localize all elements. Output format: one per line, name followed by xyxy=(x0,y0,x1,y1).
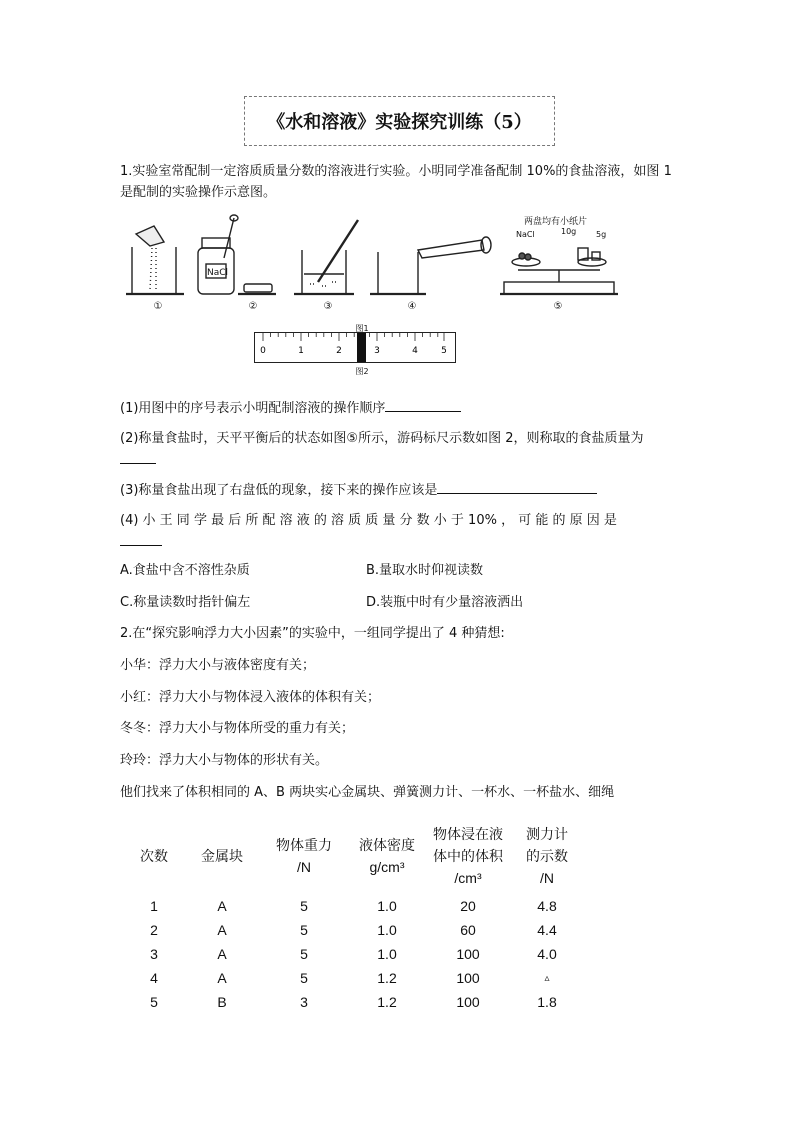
table-cell: 1 xyxy=(150,898,158,914)
table-cell: A xyxy=(217,898,227,914)
table-cell: 20 xyxy=(460,898,476,914)
table-cell: 4.8 xyxy=(537,898,557,914)
figure-1-apparatus xyxy=(126,212,626,304)
table-cell: 3 xyxy=(150,946,158,962)
weight-10g-label: 10g xyxy=(561,227,577,236)
table-cell: 5 xyxy=(300,946,308,962)
table-header-row xyxy=(120,818,580,894)
answer-blank-2[interactable] xyxy=(120,449,156,464)
hypothesis-4: 玲玲：浮力大小与物体的形状有关。 xyxy=(120,753,329,768)
fig-label-4: ④ xyxy=(407,301,417,312)
figure-2-ruler xyxy=(254,332,456,364)
q1-sub2-text: (2)称量食盐时，天平平衡后的状态如图⑤所示，游码标尺示数如图 2，则称取的食盐质量为 xyxy=(120,431,644,446)
q1-sub3 xyxy=(120,479,597,498)
ruler-tick-4: 4 xyxy=(412,346,418,356)
step-3-dissolve xyxy=(294,220,358,294)
table-cell: 1.2 xyxy=(377,970,397,986)
header-reading: 测力计 的示数 /N xyxy=(526,826,568,886)
header-trial: 次数 xyxy=(140,848,168,864)
materials-line: 他们找来了体积相同的 A、B 两块实心金属块、弹簧测力计、一杯水、一杯盐水、细绳 xyxy=(120,785,615,800)
q1-sub1-text: (1)用图中的序号表示小明配制溶液的操作顺序 xyxy=(120,401,386,416)
table-cell-blank-marker[interactable]: ▵ xyxy=(544,972,550,984)
table-cell: 4 xyxy=(150,970,158,986)
ruler-tick-1: 1 xyxy=(298,346,304,356)
header-density: 液体密度 g/cm³ xyxy=(359,837,415,875)
option-d[interactable]: D.装瓶中时有少量溶液洒出 xyxy=(366,595,524,610)
fig-label-1: ① xyxy=(153,301,163,312)
weight-5g-label: 5g xyxy=(596,230,607,239)
table-cell: 60 xyxy=(460,922,476,938)
buoyancy-data-table xyxy=(120,818,580,1014)
table-cell: A xyxy=(217,946,227,962)
table-cell: A xyxy=(217,970,227,986)
table-row xyxy=(120,966,580,990)
figure-1-caption: 图1 xyxy=(355,324,369,333)
q2-intro: 2.在“探究影响浮力大小因素”的实验中，一组同学提出了 4 种猜想: xyxy=(120,626,505,641)
nacl-jar-label: NaCl xyxy=(207,268,229,278)
fig-label-2: ② xyxy=(248,301,258,312)
q1-sub4 xyxy=(120,510,676,553)
ruler-tick-2: 2 xyxy=(336,346,342,356)
table-cell: 1.0 xyxy=(377,922,397,938)
q1-sub2 xyxy=(120,428,676,471)
table-cell: 100 xyxy=(456,946,480,962)
hypothesis-2: 小红：浮力大小与物体浸入液体的体积有关； xyxy=(120,690,381,705)
ruler-tick-3: 3 xyxy=(374,346,380,356)
header-block: 金属块 xyxy=(201,848,243,864)
table-cell: 1.8 xyxy=(537,994,557,1010)
ruler-slider xyxy=(357,333,366,362)
ruler-tick-5: 5 xyxy=(441,346,447,356)
table-cell: 5 xyxy=(300,898,308,914)
q1-intro: 1.实验室常配制一定溶质质量分数的溶液进行实验。小明同学准备配制 10%的食盐溶液，如图 1 是配制的实验操作示意图。 xyxy=(120,164,672,200)
header-volume: 物体浸在液 体中的体积 /cm³ xyxy=(433,826,503,886)
table-row xyxy=(120,990,580,1014)
option-c[interactable]: C.称量读数时指针偏左 xyxy=(120,595,251,610)
table-cell: 100 xyxy=(456,970,480,986)
table-cell: 2 xyxy=(150,922,158,938)
page-title: 《水和溶液》实验探究训练（5） xyxy=(244,96,555,146)
q1-sub3-text: (3)称量食盐出现了右盘低的现象，接下来的操作应该是 xyxy=(120,483,438,498)
table-row xyxy=(120,942,580,966)
answer-blank-4[interactable] xyxy=(120,531,162,546)
table-cell: B xyxy=(217,994,227,1010)
table-row xyxy=(120,918,580,942)
table-cell: 1.0 xyxy=(377,946,397,962)
table-row xyxy=(120,894,580,918)
balance-left-label: NaCl xyxy=(516,230,535,239)
figure-2-caption: 图2 xyxy=(355,367,369,376)
table-cell: 1.0 xyxy=(377,898,397,914)
hypothesis-1: 小华：浮力大小与液体密度有关； xyxy=(120,658,316,673)
balance-note: 两盘均有小纸片 xyxy=(524,217,588,227)
option-b[interactable]: B.量取水时仰视读数 xyxy=(366,563,484,578)
table-cell: 1.2 xyxy=(377,994,397,1010)
table-cell: 5 xyxy=(300,970,308,986)
q1-sub1 xyxy=(120,397,461,416)
fig-label-3: ③ xyxy=(323,301,333,312)
header-weight: 物体重力 /N xyxy=(276,837,332,875)
table-cell: 100 xyxy=(456,994,480,1010)
table-cell: A xyxy=(217,922,227,938)
hypothesis-3: 冬冬：浮力大小与物体所受的重力有关； xyxy=(120,721,355,736)
step-1-pour-salt xyxy=(126,226,184,294)
step-5-balance xyxy=(500,248,618,294)
step-4-pour-water xyxy=(370,237,491,294)
q1-sub4-text: (4) 小 王 同 学 最 后 所 配 溶 液 的 溶 质 质 量 分 数 小 于 10% ， 可 能 的 原 因 是 xyxy=(120,513,617,528)
answer-blank-3[interactable] xyxy=(437,479,597,494)
answer-blank-1[interactable] xyxy=(385,397,461,412)
option-a[interactable]: A.食盐中含不溶性杂质 xyxy=(120,563,250,578)
table-cell: 4.0 xyxy=(537,946,557,962)
table-cell: 3 xyxy=(300,994,308,1010)
table-cell: 5 xyxy=(150,994,158,1010)
step-2-nacl-jar xyxy=(198,215,276,294)
table-cell: 5 xyxy=(300,922,308,938)
fig-label-5: ⑤ xyxy=(553,301,563,312)
table-cell: 4.4 xyxy=(537,922,557,938)
ruler-tick-0: 0 xyxy=(260,346,266,356)
